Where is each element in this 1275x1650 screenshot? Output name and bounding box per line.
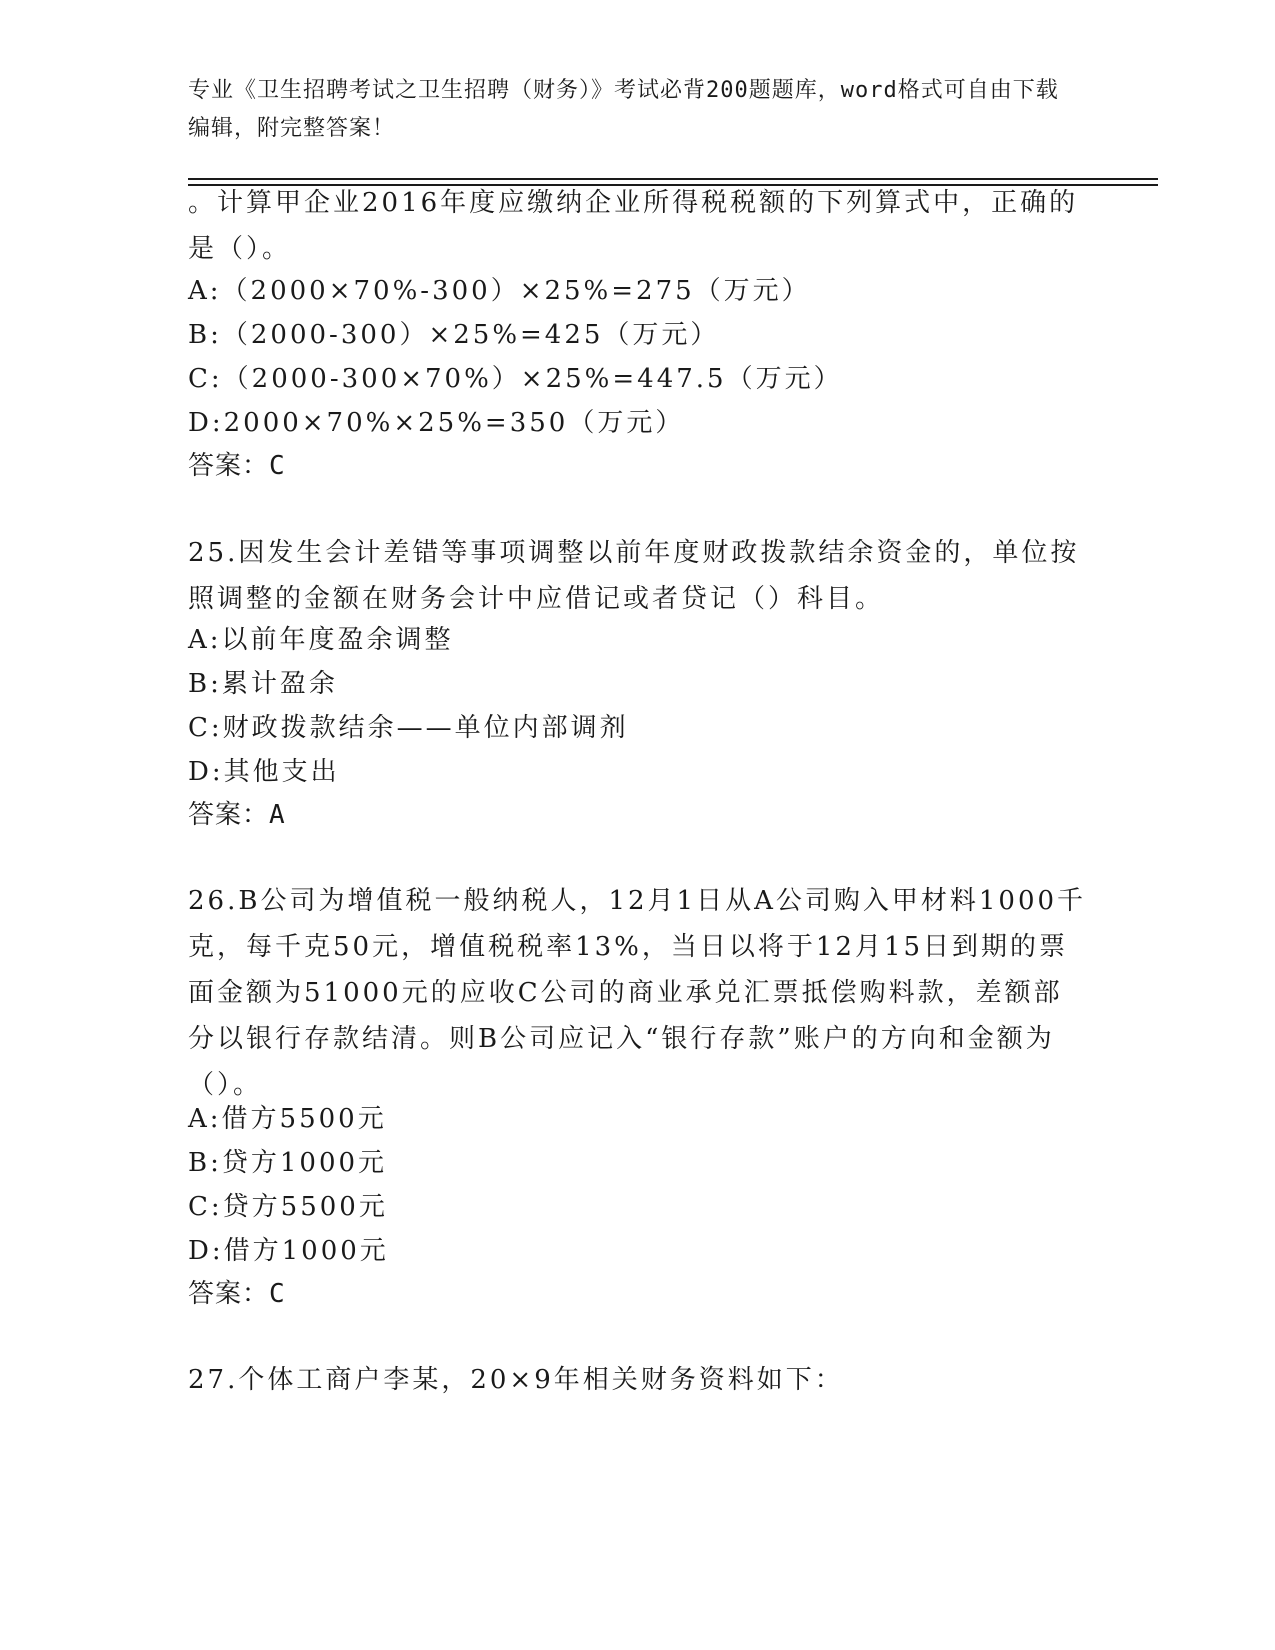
- option-d: D:借方1000元: [188, 1236, 389, 1266]
- option-b: B:累计盈余: [188, 669, 338, 699]
- option-d: D:2000×70%×25%=350（万元）: [188, 408, 685, 438]
- option-b: B:贷方1000元: [188, 1148, 388, 1178]
- option-a: A:借方5500元: [188, 1104, 387, 1134]
- option-a: A:（2000×70%-300）×25%=275（万元）: [188, 276, 811, 306]
- question-stem: 27.个体工商户李某，20×9年相关财务资料如下：: [188, 1365, 844, 1395]
- option-c: C:财政拨款结余——单位内部调剂: [188, 713, 629, 743]
- answer-line: 答案：A: [188, 800, 286, 830]
- question-stem: 25.因发生会计差错等事项调整以前年度财政拨款结余资金的，单位按照调整的金额在财务会计中应借记或者贷记（）科目。: [188, 538, 1080, 614]
- option-c: C:（2000-300×70%）×25%=447.5（万元）: [188, 364, 843, 394]
- page-header: 专业《卫生招聘考试之卫生招聘（财务）》考试必背200题题库，word格式可自由下载编辑，附完整答案！: [188, 78, 1059, 141]
- option-c: C:贷方5500元: [188, 1192, 388, 1222]
- answer-line: 答案：C: [188, 1279, 286, 1309]
- option-d: D:其他支出: [188, 757, 340, 787]
- question-stem: 。计算甲企业2016年度应缴纳企业所得税税额的下列算式中，正确的是（）。: [188, 188, 1079, 264]
- option-a: A:以前年度盈余调整: [188, 625, 454, 655]
- option-b: B:（2000-300）×25%=425（万元）: [188, 320, 720, 350]
- question-stem: 26.B公司为增值税一般纳税人，12月1日从A公司购入甲材料1000千克，每千克50元，增值税税率13%，当日以将于12月15日到期的票面金额为51000元的应收C公司的商业承兑汇票抵偿购料款，差额部分以银行存款结清。则B公司应记入“银行存款”账户的方向和金额为（）。: [188, 886, 1087, 1100]
- answer-line: 答案：C: [188, 451, 286, 481]
